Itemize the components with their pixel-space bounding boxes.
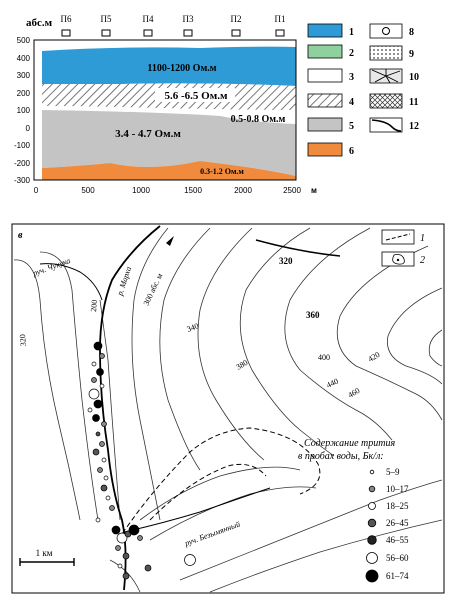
class-label: 18–25 <box>386 501 409 511</box>
class-marker <box>367 553 378 564</box>
y-tick: -100 <box>13 141 30 150</box>
sample-point <box>106 496 110 500</box>
sample-icon-dot <box>397 259 399 261</box>
class-label: 46–55 <box>386 535 409 545</box>
well-label: П4 <box>142 14 154 24</box>
y-tick: 400 <box>16 54 30 63</box>
legend-num: 6 <box>349 146 354 157</box>
legend-swatch-5 <box>308 118 342 131</box>
dots-icon <box>370 46 402 60</box>
geo-section <box>14 14 419 195</box>
legend-num: 1 <box>349 27 354 38</box>
sample-point <box>138 536 143 541</box>
well-marker-icon <box>144 30 152 36</box>
legend-num: 9 <box>409 49 414 60</box>
sample-point <box>101 485 107 491</box>
map-frame <box>12 224 444 593</box>
contour-label: 340 <box>185 321 200 334</box>
well-marker-icon <box>102 30 110 36</box>
section-legend <box>308 24 419 157</box>
panel-letter: в <box>18 230 23 241</box>
x-tick: 2000 <box>234 186 252 195</box>
sample-point <box>102 458 106 462</box>
y-tick: 200 <box>16 89 30 98</box>
legend-num: 1 <box>420 233 425 244</box>
class-label: 10–17 <box>386 484 409 494</box>
sample-point <box>118 564 122 568</box>
circle-icon <box>383 28 390 35</box>
label-stream-chukuka: руч. Чукука <box>31 256 72 278</box>
legend-num: 11 <box>409 97 419 108</box>
sample-point <box>93 449 99 455</box>
sample-point <box>102 422 107 427</box>
sample-point <box>92 378 97 383</box>
class-label: 5–9 <box>386 467 400 477</box>
sample-point <box>92 362 96 366</box>
sample-point <box>88 408 92 412</box>
class-marker <box>369 486 375 492</box>
class-marker <box>368 536 377 545</box>
sample-point <box>96 432 100 436</box>
y-tick: 100 <box>16 106 30 115</box>
contour-label: 300 абс. м <box>141 272 165 307</box>
well-markers <box>61 14 286 36</box>
sample-point <box>129 525 139 535</box>
contour-label: 320 <box>17 333 28 347</box>
well-label: П3 <box>182 14 194 24</box>
x-tick: 0 <box>33 186 39 195</box>
class-marker <box>370 470 374 474</box>
label-layer-top: 1100-1200 Ом.м <box>147 63 217 74</box>
x-tick: 2500 <box>283 186 301 195</box>
sample-point <box>89 389 99 399</box>
legend-num: 2 <box>420 255 425 266</box>
legend-swatch-2 <box>308 45 342 58</box>
y-tick: 300 <box>16 71 30 80</box>
legend-num: 10 <box>409 72 419 83</box>
well-marker-icon <box>184 30 192 36</box>
contour-label: 400 <box>318 353 330 362</box>
sample-point <box>96 518 100 522</box>
sample-point <box>94 400 102 408</box>
sample-point <box>112 526 120 534</box>
y-unit-label: абс.м <box>26 17 53 29</box>
sample-point <box>185 555 196 566</box>
legend-swatch-4 <box>308 94 342 107</box>
x-tick: 1500 <box>184 186 202 195</box>
contour-label: 200 <box>89 299 100 313</box>
well-label: П6 <box>60 14 72 24</box>
crosshatch-icon <box>370 94 402 108</box>
label-layer-upper-right: 0.5-0.8 Ом.м <box>230 114 286 125</box>
y-tick: -300 <box>13 176 30 185</box>
sample-point <box>145 565 151 571</box>
contour-label: 320 <box>279 256 293 266</box>
section-layers <box>34 40 296 180</box>
well-label: П2 <box>230 14 242 24</box>
contour-label: 360 <box>306 310 320 320</box>
x-tick: 500 <box>81 186 95 195</box>
sample-point <box>100 384 104 388</box>
label-layer-band: 5.6 -6.5 Ом.м <box>164 90 228 102</box>
x-unit-label: м <box>311 186 317 195</box>
sample-point <box>123 553 129 559</box>
sample-point <box>123 573 129 579</box>
label-stream-bezymyanny: руч. Безымянный <box>183 519 242 548</box>
class-marker <box>366 570 378 582</box>
sample-point <box>116 546 121 551</box>
label-river-markha: р. Марха <box>115 265 134 297</box>
sample-point <box>93 415 100 422</box>
legend-num: 8 <box>409 27 414 38</box>
class-label: 56–60 <box>386 553 409 563</box>
label-layer-bottom: 0.3-1.2 Ом.м <box>200 167 244 176</box>
well-marker-icon <box>62 30 70 36</box>
scale-label: 1 км <box>35 548 53 558</box>
legend-num: 4 <box>349 97 354 108</box>
contour-label: 380 <box>234 357 250 372</box>
sample-point <box>94 342 102 350</box>
legend-swatch-6 <box>308 143 342 156</box>
sample-point <box>98 468 103 473</box>
class-marker <box>368 519 376 527</box>
y-tick: 0 <box>25 124 30 133</box>
well-label: П1 <box>274 14 286 24</box>
well-marker-icon <box>276 30 284 36</box>
sample-point <box>97 369 104 376</box>
topo-map <box>12 224 444 593</box>
legend-num: 12 <box>409 121 419 132</box>
tritium-title-line2: в пробах воды, Бк/л: <box>298 451 384 462</box>
x-tick: 1000 <box>132 186 150 195</box>
tritium-title-line1: Содержание трития <box>304 438 396 449</box>
y-tick: -200 <box>13 159 30 168</box>
sample-point <box>100 442 105 447</box>
class-marker <box>369 503 376 510</box>
class-label: 26–45 <box>386 518 409 528</box>
sample-point <box>104 476 108 480</box>
label-layer-middle: 3.4 - 4.7 Ом.м <box>115 128 181 140</box>
contour-label: 420 <box>366 349 382 364</box>
class-label: 61–74 <box>386 571 409 581</box>
y-tick: 500 <box>16 36 30 45</box>
contour-label: 460 <box>346 385 362 400</box>
legend-num: 2 <box>349 48 354 59</box>
legend-num: 3 <box>349 72 354 83</box>
legend-swatch-1 <box>308 24 342 37</box>
sample-point <box>100 354 105 359</box>
sample-point <box>110 506 115 511</box>
legend-swatch-3 <box>308 69 342 82</box>
legend-num: 5 <box>349 121 354 132</box>
well-marker-icon <box>232 30 240 36</box>
contour-label: 440 <box>325 376 340 390</box>
well-label: П5 <box>100 14 112 24</box>
